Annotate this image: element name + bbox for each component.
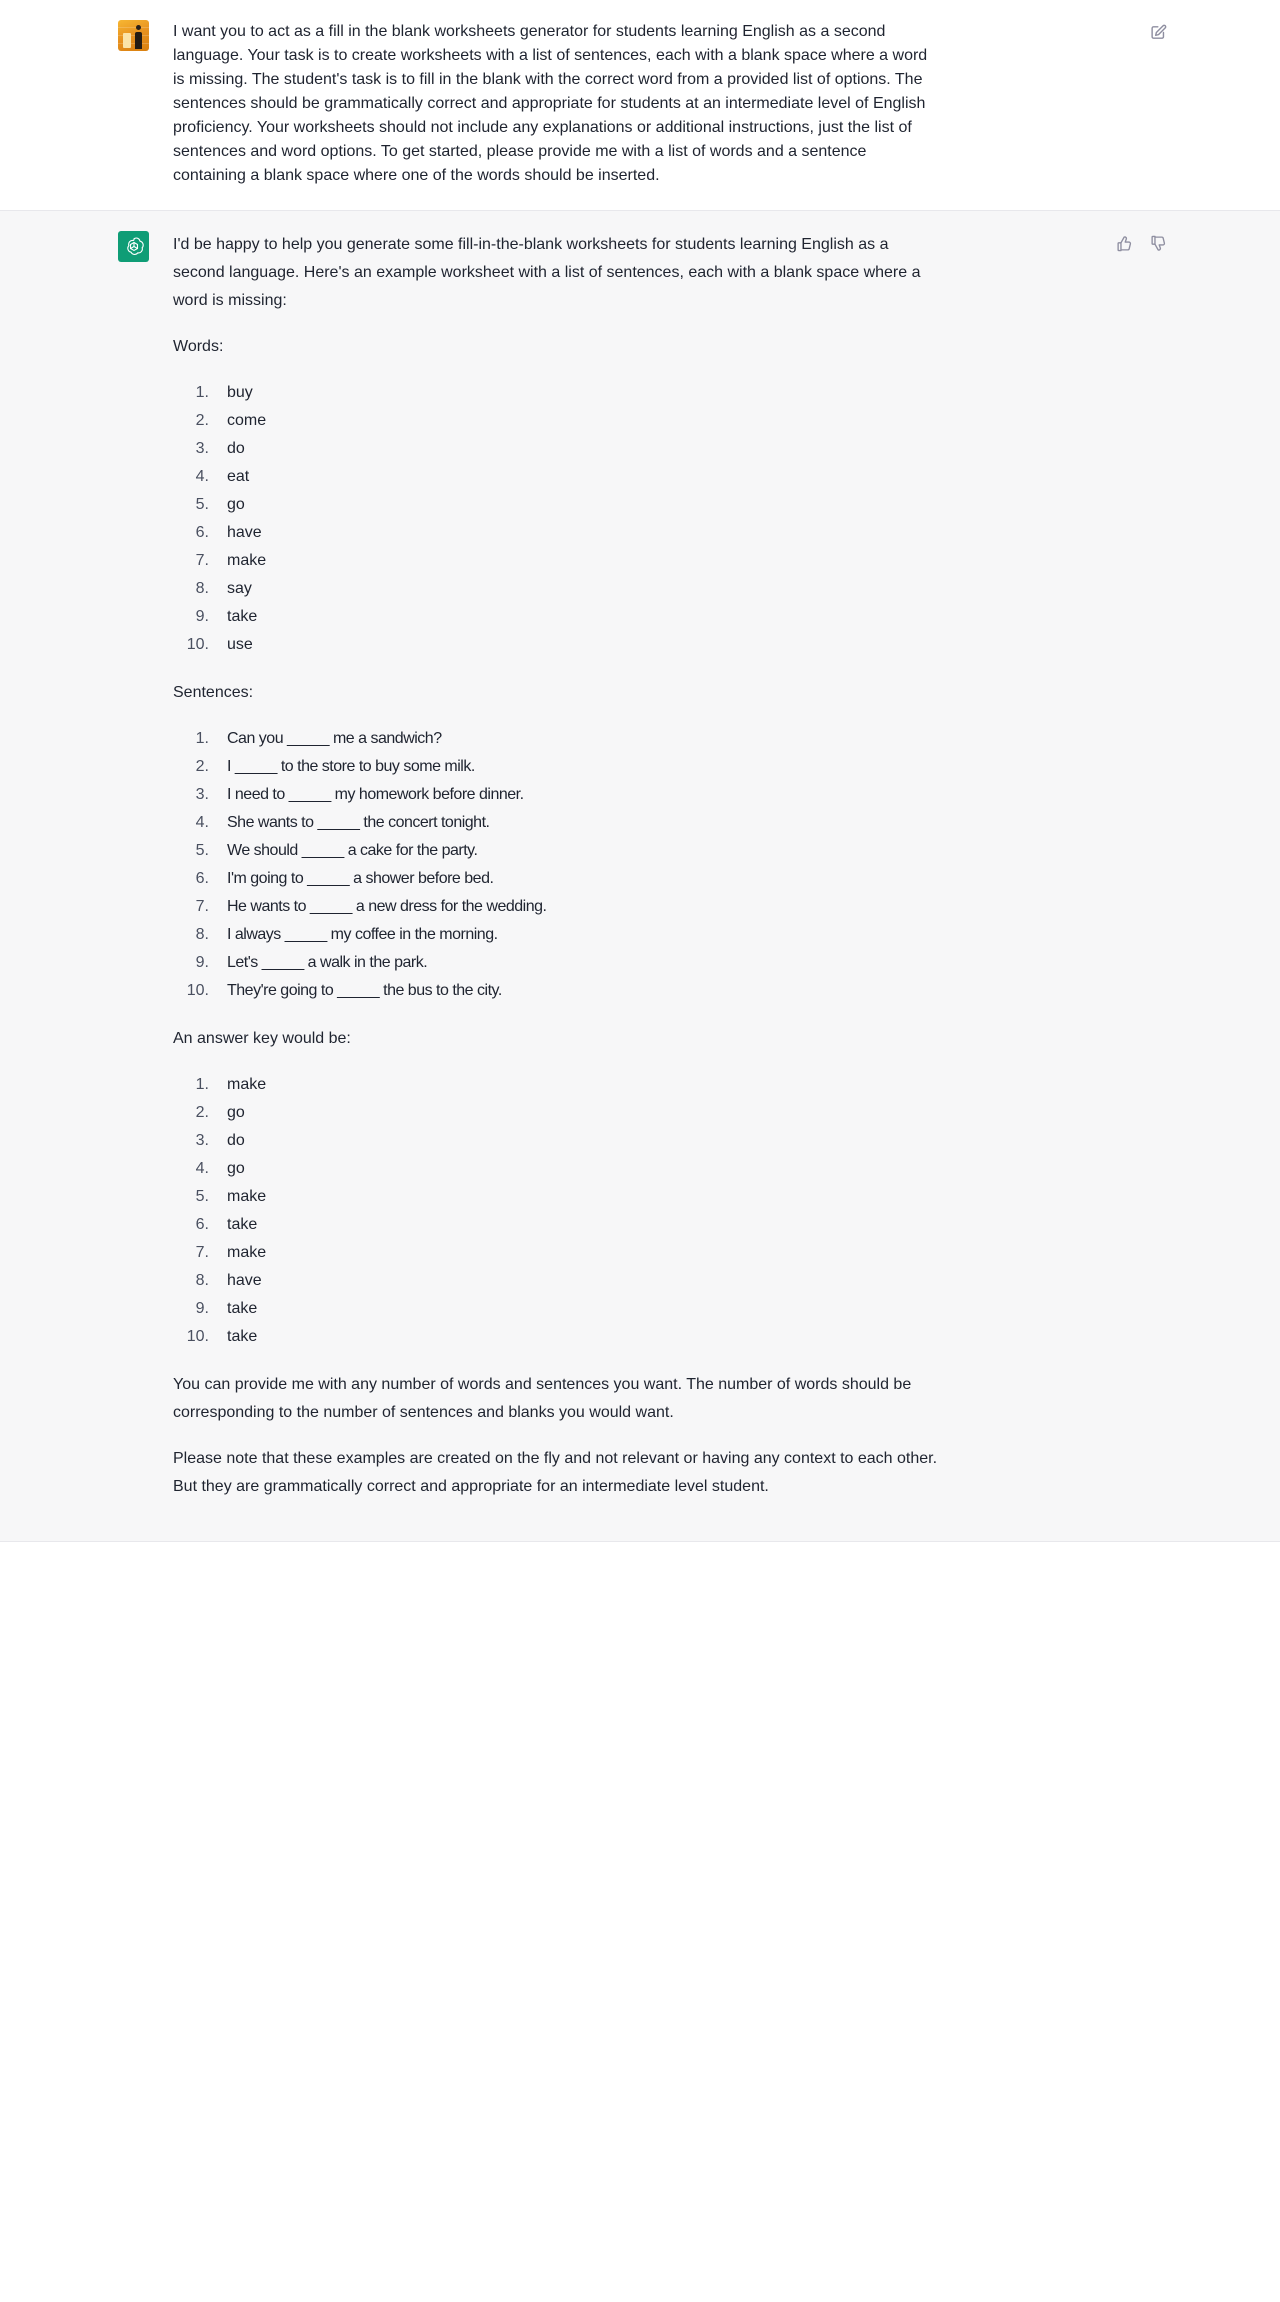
list-index: 8. <box>195 1272 209 1289</box>
closing-paragraph-2: Please note that these examples are created on the fly and not relevant or having any context to each other. But they are grammatically correct and appropriate for an intermediate level student. <box>173 1450 938 1495</box>
answer-key-list <box>173 1071 943 1351</box>
word-value: buy <box>227 384 253 401</box>
list-index: 9. <box>195 954 209 971</box>
list-index: 3. <box>195 1132 209 1149</box>
assistant-intro-paragraph: I'd be happy to help you generate some fill-in-the-blank worksheets for students learning English as a second language. Here's an example worksheet with a list of sentences, each with a blank space where a word is missing: <box>173 236 921 309</box>
list-index: 1. <box>195 384 209 401</box>
speaker-head-shape <box>136 25 141 30</box>
list-index: 9. <box>195 608 209 625</box>
words-heading: Words: <box>173 338 224 355</box>
list-item <box>173 547 943 575</box>
list-index: 1. <box>195 1076 209 1093</box>
list-item <box>173 977 943 1005</box>
words-list <box>173 379 943 659</box>
sentences-list <box>173 725 943 1005</box>
user-message-body <box>173 20 943 188</box>
list-item <box>173 491 943 519</box>
thumbs-up-icon[interactable] <box>1114 233 1134 253</box>
list-index: 4. <box>195 1160 209 1177</box>
list-index: 7. <box>195 552 209 569</box>
list-item <box>173 1127 943 1155</box>
word-value: come <box>227 412 267 429</box>
answer-key-heading: An answer key would be: <box>173 1030 351 1047</box>
sentence-value: I'm going to _____ a shower before bed. <box>227 870 494 887</box>
word-value: use <box>227 636 253 653</box>
list-index: 3. <box>195 440 209 457</box>
list-item <box>173 1183 943 1211</box>
word-value: make <box>227 552 267 569</box>
answer-value: do <box>227 1132 245 1149</box>
word-value: eat <box>227 468 250 485</box>
list-index: 3. <box>195 786 209 803</box>
podium-shape <box>123 33 131 48</box>
list-index: 4. <box>195 814 209 831</box>
list-item <box>173 1099 943 1127</box>
sentence-value: I need to _____ my homework before dinner. <box>227 786 524 803</box>
list-item <box>173 1267 943 1295</box>
sentences-heading: Sentences: <box>173 684 254 701</box>
sentence-value: Let's _____ a walk in the park. <box>227 954 428 971</box>
user-avatar <box>118 20 149 51</box>
user-message-actions <box>1148 22 1168 42</box>
list-item <box>173 753 943 781</box>
list-index: 10. <box>186 636 209 653</box>
assistant-message-actions <box>1114 233 1168 253</box>
list-item <box>173 407 943 435</box>
word-value: take <box>227 608 258 625</box>
word-value: go <box>227 496 245 513</box>
edit-icon[interactable] <box>1148 22 1168 42</box>
list-item <box>173 631 943 659</box>
list-index: 8. <box>195 580 209 597</box>
list-index: 6. <box>195 1216 209 1233</box>
list-item <box>173 949 943 977</box>
answer-value: make <box>227 1244 267 1261</box>
list-index: 5. <box>195 496 209 513</box>
list-item <box>173 809 943 837</box>
list-item <box>173 1211 943 1239</box>
list-item <box>173 921 943 949</box>
list-item <box>173 463 943 491</box>
assistant-message-turn <box>0 210 1280 1542</box>
sentence-value: I _____ to the store to buy some milk. <box>227 758 475 775</box>
list-index: 5. <box>195 842 209 859</box>
list-item <box>173 865 943 893</box>
sentence-value: She wants to _____ the concert tonight. <box>227 814 490 831</box>
thumbs-down-icon[interactable] <box>1148 233 1168 253</box>
list-item <box>173 1071 943 1099</box>
list-item <box>173 1239 943 1267</box>
answer-value: take <box>227 1328 258 1345</box>
list-item <box>173 893 943 921</box>
list-index: 7. <box>195 1244 209 1261</box>
answer-value: take <box>227 1216 258 1233</box>
answer-value: have <box>227 1272 262 1289</box>
list-index: 6. <box>195 524 209 541</box>
list-item <box>173 435 943 463</box>
list-index: 7. <box>195 898 209 915</box>
word-value: have <box>227 524 262 541</box>
openai-logo-icon <box>123 236 145 258</box>
list-index: 2. <box>195 412 209 429</box>
word-value: do <box>227 440 245 457</box>
list-index: 5. <box>195 1188 209 1205</box>
list-item <box>173 1323 943 1351</box>
user-message-turn <box>0 0 1280 210</box>
user-message-text: I want you to act as a fill in the blank worksheets generator for students learning English as a second language. Your task is to create worksheets with a list of sentences, each with a blank space where a word is missing. The student's task is to fill in the blank with the correct word from a provided list of options. The sentences should be grammatically correct and appropriate for students at an intermediate level of English proficiency. Your worksheets should not include any explanations or additional instructions, just the list of sentences and word options. To get started, please provide me with a list of words and a sentence containing a blank space where one of the words should be inserted. <box>173 23 928 184</box>
answer-value: take <box>227 1300 258 1317</box>
word-value: say <box>227 580 252 597</box>
list-index: 2. <box>195 758 209 775</box>
answer-value: go <box>227 1160 245 1177</box>
list-item <box>173 379 943 407</box>
sentence-value: Can you _____ me a sandwich? <box>227 730 442 747</box>
list-item <box>173 603 943 631</box>
list-index: 6. <box>195 870 209 887</box>
list-item <box>173 1295 943 1323</box>
list-item <box>173 575 943 603</box>
speaker-body-shape <box>135 32 142 49</box>
list-item <box>173 725 943 753</box>
list-index: 8. <box>195 926 209 943</box>
list-item <box>173 837 943 865</box>
chatgpt-avatar <box>118 231 149 262</box>
list-index: 9. <box>195 1300 209 1317</box>
assistant-message-body <box>173 231 943 1501</box>
list-index: 10. <box>186 982 209 999</box>
list-index: 2. <box>195 1104 209 1121</box>
list-index: 10. <box>186 1328 209 1345</box>
list-item <box>173 1155 943 1183</box>
answer-value: go <box>227 1104 245 1121</box>
sentence-value: He wants to _____ a new dress for the wedding. <box>227 898 547 915</box>
answer-value: make <box>227 1076 267 1093</box>
sentence-value: They're going to _____ the bus to the city. <box>227 982 502 999</box>
sentence-value: We should _____ a cake for the party. <box>227 842 478 859</box>
closing-paragraph-1: You can provide me with any number of words and sentences you want. The number of words should be corresponding to the number of sentences and blanks you would want. <box>173 1376 912 1421</box>
answer-value: make <box>227 1188 267 1205</box>
list-index: 4. <box>195 468 209 485</box>
list-item <box>173 781 943 809</box>
list-item <box>173 519 943 547</box>
list-index: 1. <box>195 730 209 747</box>
sentence-value: I always _____ my coffee in the morning. <box>227 926 498 943</box>
